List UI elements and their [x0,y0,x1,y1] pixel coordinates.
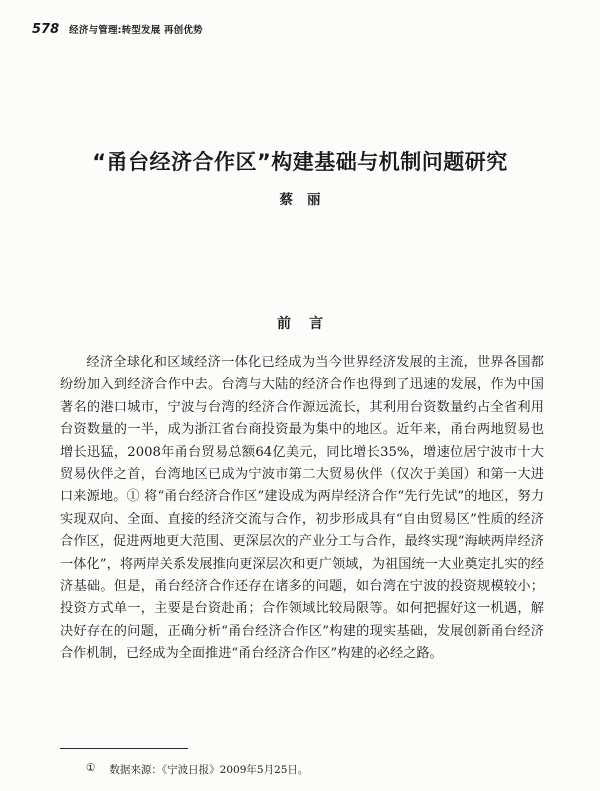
article-title: “甬台经济合作区”构建基础与机制问题研究 [92,150,508,174]
footnote-divider [60,748,188,749]
body-paragraph: 经济全球化和区域经济一体化已经成为当今世界经济发展的主流，世界各国都纷纷加入到经济合作中去。台湾与大陆的经济合作也得到了迅速的发展，作为中国著名的港口城市，宁波与台湾的经济合作源远流长，其利用台资数量约占全省利用台资数量的一半，成为浙江省台商投资最为集中的地区。近年来，甬台两地贸易也增长迅猛，2008年甬台贸易总额64亿美元，同比增长35%，增速位居宁波市十大贸易伙伴之首，台湾地区已成为宁波市第二大贸易伙伴（仅次于美国）和第一大进口来源地。① 将“甬台经济合作区”建设成为两岸经济合作“先行先试”的地区，努力实现双向、全面、直接的经济交流与合作，初步形成具有“自由贸易区”性质的经济合作区，促进两地更大范围、更深层次的产业分工与合作，最终实现“海峡两岸经济一体化”，将两岸关系发展推向更深层次和更广领域，为祖国统一大业奠定扎实的经济基础。但是，甬台经济合作还存在诸多的问题，如台湾在宁波的投资规模较小；投资方式单一，主要是台资赴甬；合作领域比较局限等。如何把握好这一机遇，解决好存在的问题，正确分析“甬台经济合作区”构建的现实基础，发展创新甬台经济合作机制，已经成为全面推进“甬台经济合作区”构建的必经之路。 [60,355,544,662]
page-number: 578 [32,22,60,37]
section-heading: 前言 [277,316,341,332]
footnote-marker: ① [86,762,96,774]
author-name: 蔡丽 [279,192,335,208]
footnote [86,762,308,777]
footnote-text: 数据来源：《宁波日报》2009年5月25日。 [109,764,309,776]
journal-running-title: 经济与管理:转型发展 再创优势 [69,25,203,36]
running-head [32,22,203,37]
